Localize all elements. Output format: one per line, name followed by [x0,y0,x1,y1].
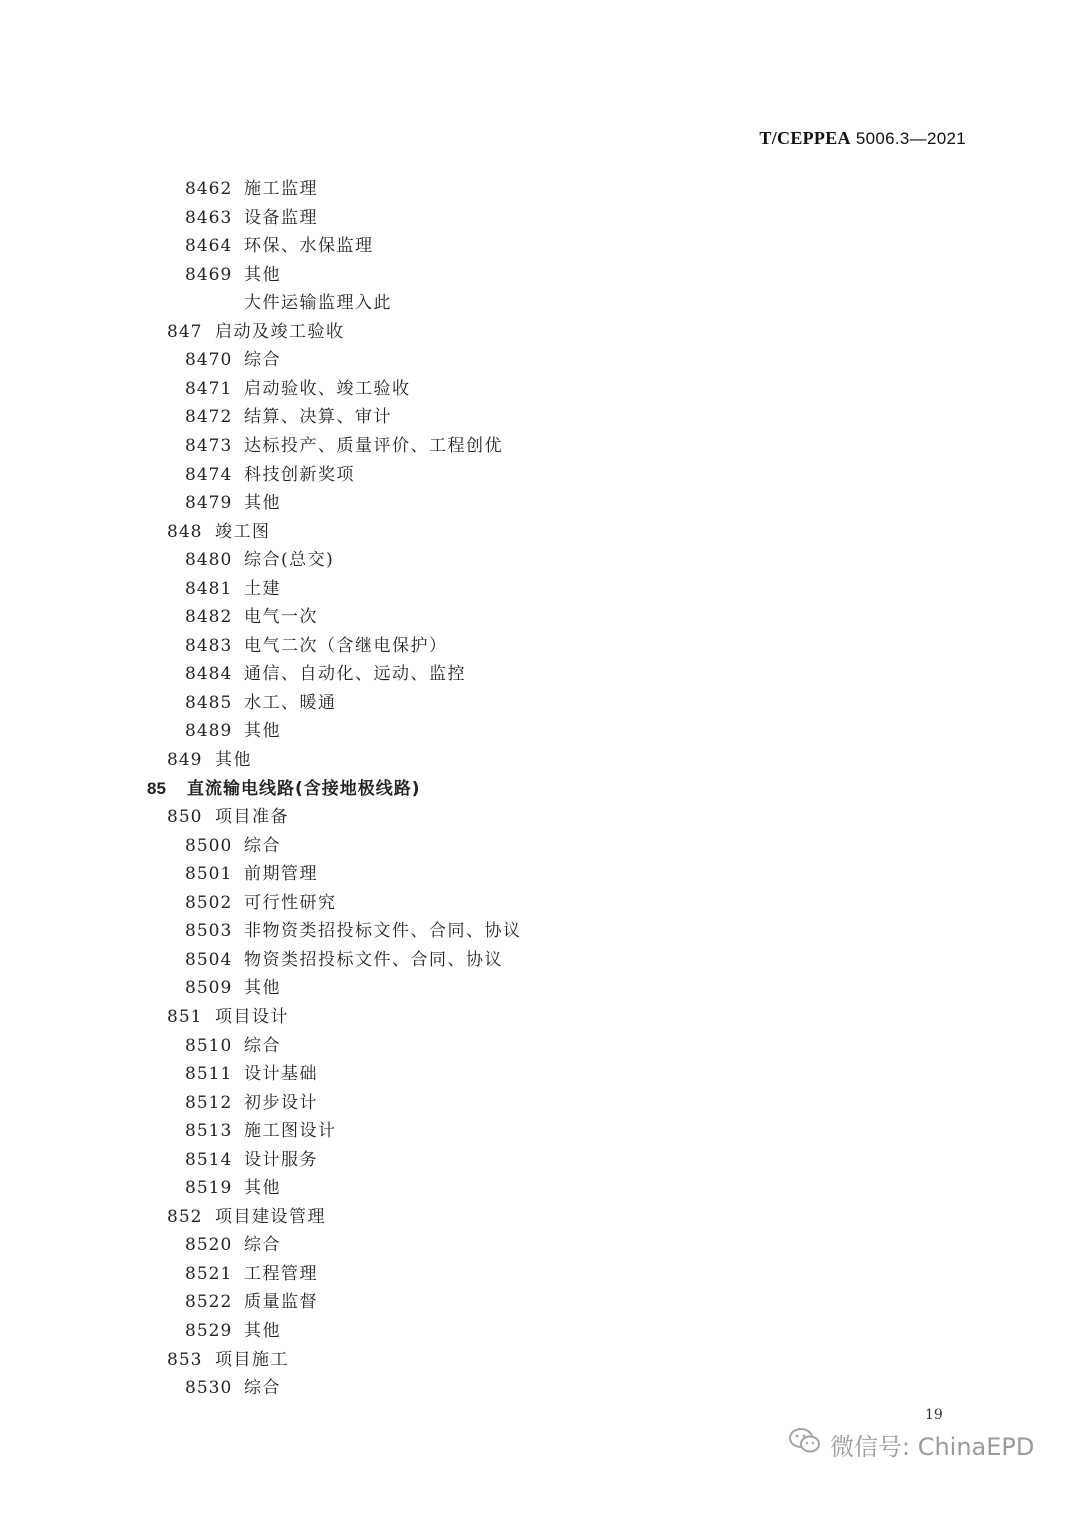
entry-code: 8481 [185,579,233,599]
entry-code: 8473 [185,436,233,456]
entry-label: 项目施工 [215,1350,289,1370]
entry-code: 8509 [185,978,233,998]
standard-prefix: T/CEPPEA [759,128,851,148]
entry-label: 综合(总交) [244,550,335,570]
entry-label: 设计服务 [244,1150,318,1170]
entry-code: 8521 [185,1264,233,1284]
entry-label: 水工、暖通 [244,693,337,713]
entry-label: 通信、自动化、远动、监控 [244,664,466,684]
entry-label: 综合 [244,1378,281,1398]
entry-label: 非物资类招投标文件、合同、协议 [244,921,522,941]
entry-label: 达标投产、质量评价、工程创优 [244,436,503,456]
entry-code: 8519 [185,1178,233,1198]
entry-label: 初步设计 [244,1093,318,1113]
entry-label: 其他 [244,265,281,285]
entry-code: 8469 [185,265,233,285]
entry-code: 853 [167,1350,203,1370]
entry-code: 847 [167,322,203,342]
entry-label: 设计基础 [244,1064,318,1084]
entry-label: 电气二次（含继电保护） [244,636,448,656]
page-number: 19 [925,1407,943,1423]
entry-label: 科技创新奖项 [244,465,355,485]
entry-label: 其他 [244,493,281,513]
entry-code: 8482 [185,607,233,627]
entry-code: 8462 [185,179,233,199]
entry-code: 8484 [185,664,233,684]
wechat-icon [788,1426,822,1462]
entry-label: 综合 [244,1036,281,1056]
entry-code: 8472 [185,407,233,427]
entry-code: 8471 [185,379,233,399]
entry-code: 8470 [185,350,233,370]
entry-code: 8464 [185,236,233,256]
entry-code: 8502 [185,893,233,913]
entry-code: 8514 [185,1150,233,1170]
entry-label: 质量监督 [244,1292,318,1312]
entry-label: 结算、决算、审计 [244,407,392,427]
entry-code: 851 [167,1007,203,1027]
entry-label: 竣工图 [215,522,271,542]
entry-code: 8511 [185,1064,233,1084]
entry-label: 综合 [244,1235,281,1255]
entry-label: 项目建设管理 [215,1207,326,1227]
entry-code: 852 [167,1207,203,1227]
entry-code: 8520 [185,1235,233,1255]
entry-label: 施工图设计 [244,1121,337,1141]
entry-code: 8503 [185,921,233,941]
entry-code: 8513 [185,1121,233,1141]
entry-code: 8463 [185,208,233,228]
entry-code: 8522 [185,1292,233,1312]
note-text: 大件运输监理入此 [244,293,392,313]
entry-code: 8500 [185,836,233,856]
watermark [788,1424,1034,1464]
entry-code: 850 [167,807,203,827]
entry-label: 启动及竣工验收 [215,322,345,342]
entry-label: 可行性研究 [244,893,337,913]
entry-label: 设备监理 [244,208,318,228]
entry-code: 8510 [185,1036,233,1056]
entry-code: 8504 [185,950,233,970]
watermark-text: 微信号: ChinaEPD [830,1432,1035,1461]
entry-code: 8479 [185,493,233,513]
entry-code: 848 [167,522,203,542]
entry-label: 其他 [215,750,252,770]
entry-label: 电气一次 [244,607,318,627]
entry-label: 其他 [244,721,281,741]
standard-number: 5006.3—2021 [855,129,966,148]
entry-code: 8474 [185,465,233,485]
entry-label: 施工监理 [244,179,318,199]
entry-label: 项目准备 [215,807,289,827]
standard-code [759,128,966,149]
entry-label: 其他 [244,1321,281,1341]
entry-label: 综合 [244,350,281,370]
entry-code: 8483 [185,636,233,656]
entry-label: 其他 [244,978,281,998]
entry-code: 8501 [185,864,233,884]
entry-label: 项目设计 [215,1007,289,1027]
entry-label: 工程管理 [244,1264,318,1284]
entry-label: 物资类招投标文件、合同、协议 [244,950,503,970]
entry-label: 土建 [244,579,281,599]
entry-code: 8529 [185,1321,233,1341]
entry-code: 85 [147,779,166,798]
entry-code: 8485 [185,693,233,713]
entry-label: 其他 [244,1178,281,1198]
entry-code: 8480 [185,550,233,570]
entry-code: 849 [167,750,203,770]
entry-label: 综合 [244,836,281,856]
entry-label: 启动验收、竣工验收 [244,379,411,399]
entry-code: 8489 [185,721,233,741]
entry-label: 环保、水保监理 [244,236,374,256]
entry-label: 前期管理 [244,864,318,884]
entry-code: 8530 [185,1378,233,1398]
entry-label: 直流输电线路(含接地极线路) [187,779,421,799]
entry-code: 8512 [185,1093,233,1113]
